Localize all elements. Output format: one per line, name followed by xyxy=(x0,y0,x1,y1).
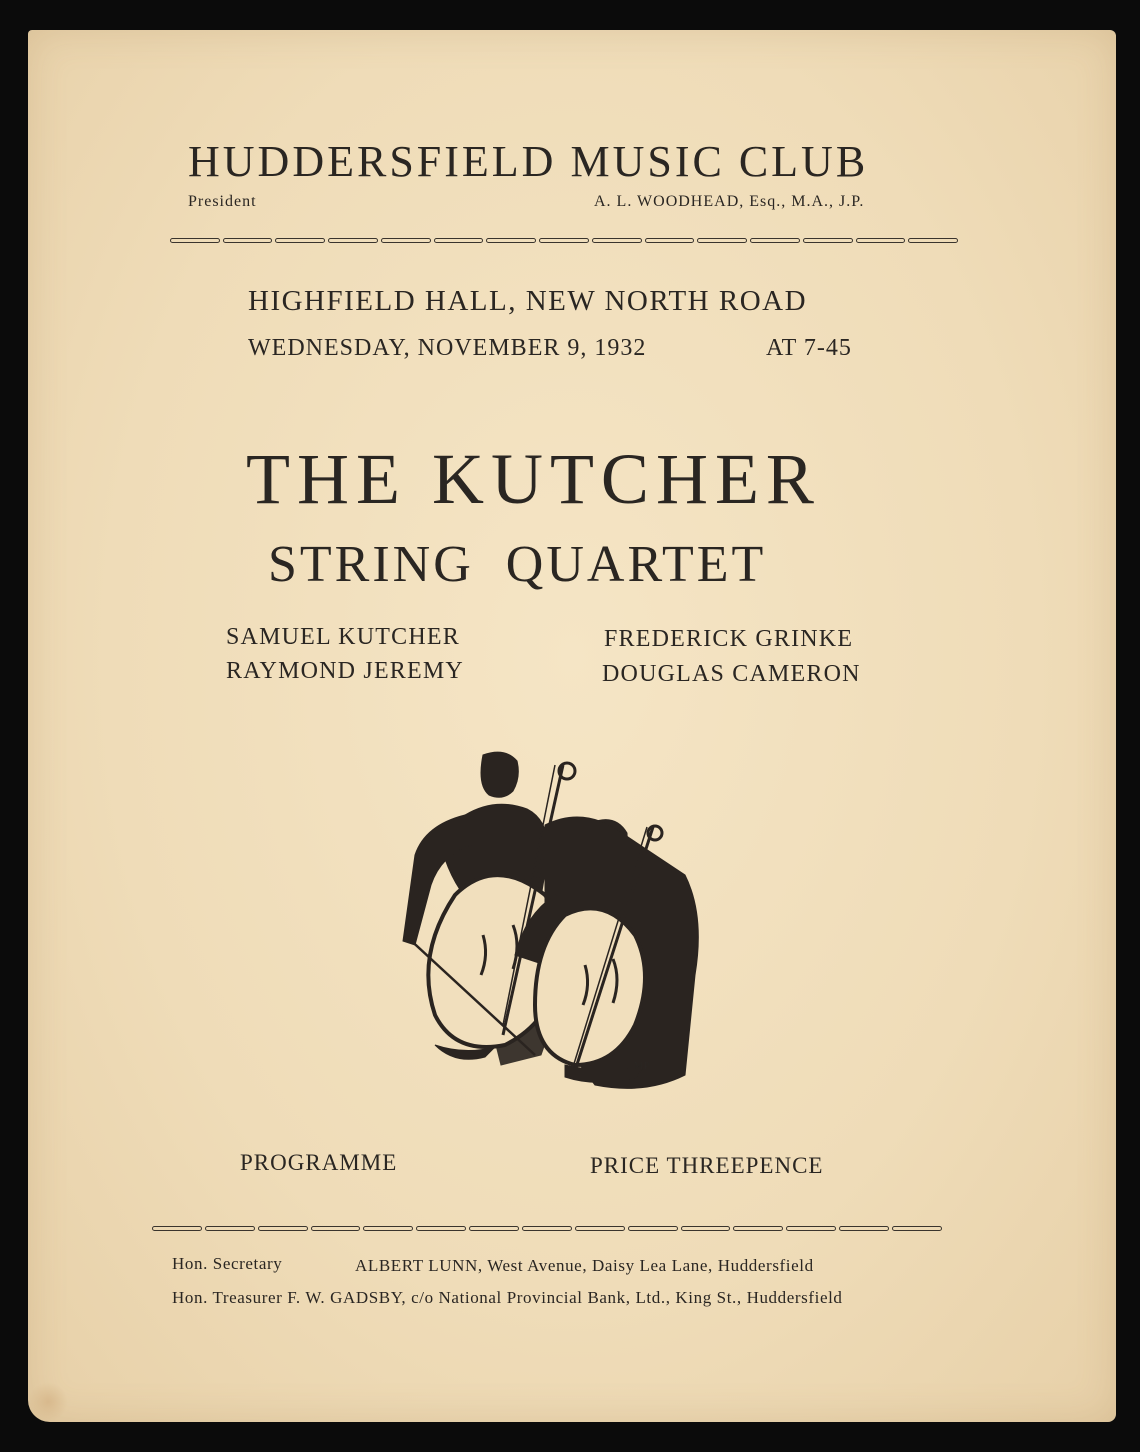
top-divider xyxy=(170,238,958,246)
event-date: WEDNESDAY, NOVEMBER 9, 1932 xyxy=(248,335,647,361)
member-name: FREDERICK GRINKE xyxy=(604,626,854,652)
member-name: DOUGLAS CAMERON xyxy=(602,661,861,687)
venue: HIGHFIELD HALL, NEW NORTH ROAD xyxy=(248,285,808,317)
price-label: PRICE THREEPENCE xyxy=(590,1153,824,1178)
treasurer-text: Hon. Treasurer F. W. GADSBY, c/o National Provincial Bank, Ltd., King St., Huddersfield xyxy=(172,1288,843,1307)
secretary-label: Hon. Secretary xyxy=(172,1254,283,1273)
quartet-title-line2: STRING QUARTET xyxy=(268,536,767,593)
member-name: RAYMOND JEREMY xyxy=(226,658,464,684)
president-label: President xyxy=(188,193,257,210)
programme-label: PROGRAMME xyxy=(240,1150,398,1175)
secretary-text: ALBERT LUNN, West Avenue, Daisy Lea Lane, Huddersfield xyxy=(355,1256,814,1275)
event-time: AT 7-45 xyxy=(766,335,852,361)
quartet-title-line1: THE KUTCHER xyxy=(246,439,821,519)
cellists-woodcut-icon xyxy=(395,745,715,1090)
president-name: A. L. WOODHEAD, Esq., M.A., J.P. xyxy=(594,193,865,210)
illustrator-signature: MP xyxy=(634,1061,651,1072)
member-name: SAMUEL KUTCHER xyxy=(226,624,460,650)
paper-stain xyxy=(28,1382,68,1422)
bottom-divider xyxy=(152,1226,942,1234)
club-name: HUDDERSFIELD MUSIC CLUB xyxy=(188,137,869,186)
